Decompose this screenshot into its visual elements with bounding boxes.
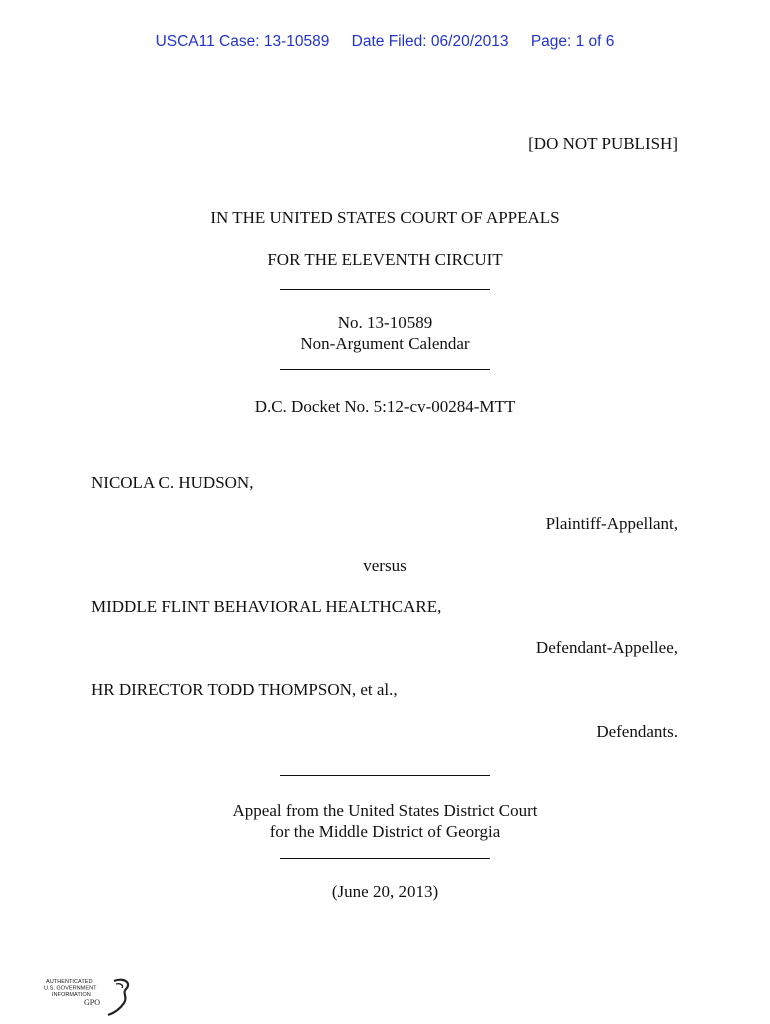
defendant-name: MIDDLE FLINT BEHAVIORAL HEALTHCARE, [91,597,442,616]
decision-date: (June 20, 2013) [331,882,439,901]
appeal-source: Appeal from the United States District Court [232,801,538,820]
gpo-authentication-seal [44,975,134,1017]
calendar-type: Non-Argument Calendar [300,334,470,353]
seal-text: AUTHENTICATED [46,979,93,985]
eagle-icon [116,984,123,988]
eagle-icon [108,980,128,1015]
page-count-header: Page: 1 of 6 [530,33,615,50]
case-number: No. 13-10589 [337,313,433,332]
divider-rule [280,289,490,290]
date-filed-header: Date Filed: 06/20/2013 [351,33,509,50]
publish-note: [DO NOT PUBLISH] [528,134,678,153]
circuit-name: FOR THE ELEVENTH CIRCUIT [267,250,503,269]
seal-text: INFORMATION [52,992,91,998]
defendant-name: HR DIRECTOR TODD THOMPSON, et al., [91,680,398,699]
seal-text: U.S. GOVERNMENT [44,985,97,992]
docket-number: D.C. Docket No. 5:12-cv-00284-MTT [254,397,516,416]
case-number-header: USCA11 Case: 13-10589 [155,33,330,50]
divider-rule [280,775,490,776]
court-name: IN THE UNITED STATES COURT OF APPEALS [210,208,560,227]
defendant-role: Defendant-Appellee, [535,638,678,657]
plaintiff-role: Plaintiff-Appellant, [545,514,678,533]
divider-rule [280,369,490,370]
plaintiff-name: NICOLA C. HUDSON, [91,473,254,492]
defendants-role: Defendants. [596,722,678,741]
versus-label: versus [363,556,407,575]
appeal-district: for the Middle District of Georgia [269,822,501,841]
seal-text: GPO [84,998,101,1007]
filing-header [0,33,770,51]
divider-rule [280,858,490,859]
